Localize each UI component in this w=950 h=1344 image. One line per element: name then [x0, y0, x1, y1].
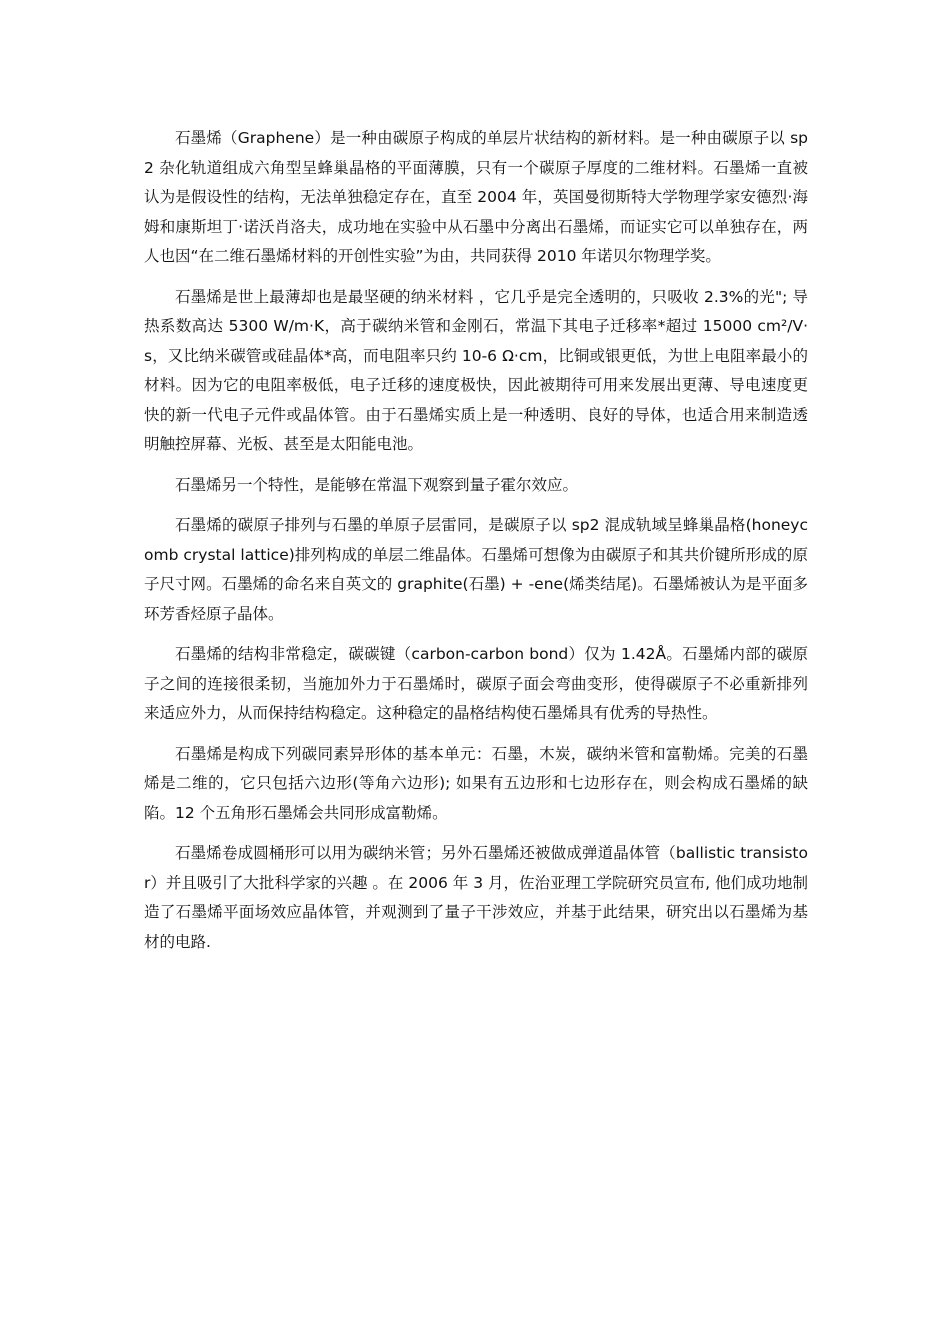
paragraph-2: 石墨烯是世上最薄却也是最坚硬的纳米材料 ，它几乎是完全透明的，只吸收 2.3%的光"; 导热系数高达 5300 W/m·K，高于碳纳米管和金刚石，常温下其电子迁移率*超过 15000 cm²/V·s，又比纳米碳管或硅晶体*高，而电阻率只约 10-6 Ω·cm，比铜或银更低，为世上电阻率最小的材料。因为它的电阻率极低，电子迁移的速度极快，因此被期待可用来发展出更薄、导电速度更快的新一代电子元件或晶体管。由于石墨烯实质上是一种透明、良好的导体，也适合用来制造透明触控屏幕、光板、甚至是太阳能电池。: [144, 287, 808, 453]
paragraph-5: 石墨烯的结构非常稳定，碳碳键（carbon-carbon bond）仅为 1.42Å。石墨烯内部的碳原子之间的连接很柔韧，当施加外力于石墨烯时，碳原子面会弯曲变形，使得碳原子不必重新排列来适应外力，从而保持结构稳定。这种稳定的晶格结构使石墨烯具有优秀的导热性。: [144, 645, 808, 722]
paragraph-6: 石墨烯是构成下列碳同素异形体的基本单元：石墨，木炭，碳纳米管和富勒烯。完美的石墨烯是二维的，它只包括六边形(等角六边形); 如果有五边形和七边形存在，则会构成石墨烯的缺陷。12 个五角形石墨烯会共同形成富勒烯。: [144, 744, 808, 822]
paragraph-7: 石墨烯卷成圆桶形可以用为碳纳米管；另外石墨烯还被做成弹道晶体管（ballistic transistor）并且吸引了大批科学家的兴趣 。在 2006 年 3 月，佐治亚理工学院研究员宣布, 他们成功地制造了石墨烯平面场效应晶体管，并观测到了量子干涉效应，并基于此结果，研究出以石墨烯为基材的电路.: [144, 844, 808, 951]
paragraph-1: 石墨烯（Graphene）是一种由碳原子构成的单层片状结构的新材料。是一种由碳原子以 sp2 杂化轨道组成六角型呈蜂巢晶格的平面薄膜，只有一个碳原子厚度的二维材料。石墨烯一直被认为是假设性的结构，无法单独稳定存在，直至 2004 年，英国曼彻斯特大学物理学家安德烈·海姆和康斯坦丁·诺沃肖洛夫，成功地在实验中从石墨中分离出石墨烯，而证实它可以单独存在，两人也因“在二维石墨烯材料的开创性实验”为由，共同获得 2010 年诺贝尔物理学奖。: [144, 129, 808, 265]
document-body: [144, 124, 808, 968]
paragraph-4: 石墨烯的碳原子排列与石墨的单原子层雷同，是碳原子以 sp2 混成轨域呈蜂巢晶格(honeycomb crystal lattice)排列构成的单层二维晶体。石墨烯可想像为由碳原子和其共价键所形成的原子尺寸网。石墨烯的命名来自英文的 graphite(石墨) + -ene(烯类结尾)。石墨烯被认为是平面多环芳香烃原子晶体。: [144, 516, 808, 623]
paragraph-3: 石墨烯另一个特性，是能够在常温下观察到量子霍尔效应。: [175, 475, 579, 494]
